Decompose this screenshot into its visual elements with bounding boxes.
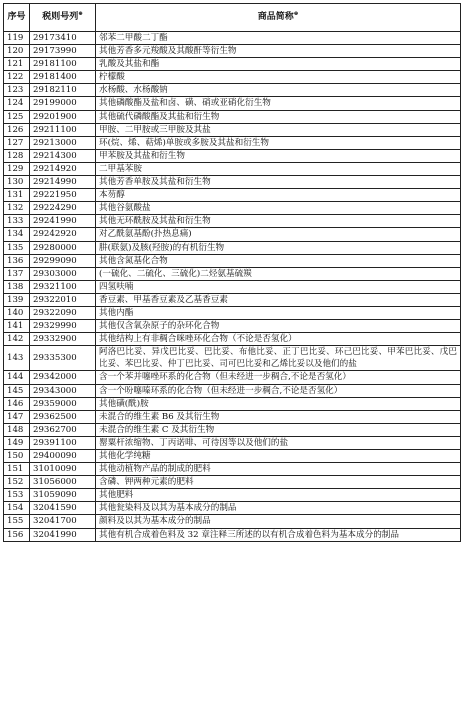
product-name: 含一个吩噻嗪环系的化合物（但未经进一步稠合,不论是否氢化） xyxy=(96,384,461,397)
table-row xyxy=(4,176,461,189)
table-row xyxy=(4,202,461,215)
table-row xyxy=(4,333,461,346)
product-name: 甲胺、二甲胺或三甲胺及其盐 xyxy=(96,123,461,136)
row-number: 144 xyxy=(4,371,30,384)
table-row xyxy=(4,228,461,241)
product-name: 环(烷、烯、萜烯)单胺或多胺及其盐和衍生物 xyxy=(96,136,461,149)
table-row xyxy=(4,241,461,254)
row-number: 154 xyxy=(4,502,30,515)
product-name: 乳酸及其盐和酯 xyxy=(96,58,461,71)
row-number: 129 xyxy=(4,162,30,175)
table-row xyxy=(4,320,461,333)
tariff-code: 29173990 xyxy=(30,45,96,58)
tariff-code: 29241990 xyxy=(30,215,96,228)
table-row xyxy=(4,463,461,476)
table-row xyxy=(4,346,461,371)
product-name: 其他含氮基化合物 xyxy=(96,254,461,267)
product-name: 肼(联氨)及胲(羟胺)的有机衍生物 xyxy=(96,241,461,254)
table-row xyxy=(4,384,461,397)
tariff-code: 29182110 xyxy=(30,84,96,97)
table-row xyxy=(4,280,461,293)
row-number: 120 xyxy=(4,45,30,58)
table-row xyxy=(4,58,461,71)
row-number: 146 xyxy=(4,397,30,410)
tariff-code: 29181400 xyxy=(30,71,96,84)
table-row xyxy=(4,410,461,423)
row-number: 125 xyxy=(4,110,30,123)
product-name: 水杨酸、水杨酸钠 xyxy=(96,84,461,97)
tariff-code: 29181100 xyxy=(30,58,96,71)
product-name: 含磷、钾两种元素的肥料 xyxy=(96,476,461,489)
table-row xyxy=(4,149,461,162)
table-row xyxy=(4,110,461,123)
table-row xyxy=(4,267,461,280)
product-name: 含一个苯并噻唑环系的化合物（但未经进一步稠合,不论是否氢化） xyxy=(96,371,461,384)
tariff-code: 29211100 xyxy=(30,123,96,136)
tariff-code: 29322010 xyxy=(30,293,96,306)
table-row xyxy=(4,371,461,384)
tariff-code: 29321100 xyxy=(30,280,96,293)
tariff-code: 29322090 xyxy=(30,306,96,319)
product-name: 柠檬酸 xyxy=(96,71,461,84)
header-name-label: 商品简称 xyxy=(257,12,294,23)
tariff-code: 29213000 xyxy=(30,136,96,149)
row-number: 145 xyxy=(4,384,30,397)
tariff-code: 31056000 xyxy=(30,476,96,489)
table-row xyxy=(4,423,461,436)
tariff-code: 29214300 xyxy=(30,149,96,162)
table-row xyxy=(4,71,461,84)
table-row xyxy=(4,97,461,110)
table-row xyxy=(4,489,461,502)
row-number: 138 xyxy=(4,280,30,293)
row-number: 124 xyxy=(4,97,30,110)
header-code-label: 税则号列 xyxy=(42,12,79,23)
row-number: 143 xyxy=(4,346,30,371)
tariff-code: 29303000 xyxy=(30,267,96,280)
tariff-code: 29173410 xyxy=(30,32,96,45)
row-number: 155 xyxy=(4,515,30,528)
product-name: 其他磷酸酯及盐和卤、磺、硝或亚硝化衍生物 xyxy=(96,97,461,110)
table-row xyxy=(4,45,461,58)
tariff-code: 32041990 xyxy=(30,528,96,541)
header-name-mark: ⊕ xyxy=(293,11,299,18)
table-row xyxy=(4,254,461,267)
tariff-code: 31059090 xyxy=(30,489,96,502)
product-name: (一硫化、二硫化、三硫化)二烃氨基硫羰 xyxy=(96,267,461,280)
row-number: 122 xyxy=(4,71,30,84)
product-name: 对乙酰氨基酚(扑热息痛) xyxy=(96,228,461,241)
header-no xyxy=(4,4,30,32)
product-name: 其他肥料 xyxy=(96,489,461,502)
tariff-code: 32041700 xyxy=(30,515,96,528)
product-name: 邻苯二甲酸二丁酯 xyxy=(96,32,461,45)
product-name: 颜料及以其为基本成分的制品 xyxy=(96,515,461,528)
product-name: 罂粟杆浓缩物、丁丙诺啡、可待因等以及他们的盐 xyxy=(96,436,461,449)
row-number: 141 xyxy=(4,320,30,333)
row-number: 151 xyxy=(4,463,30,476)
tariff-code: 29335300 xyxy=(30,346,96,371)
tariff-code: 29199000 xyxy=(30,97,96,110)
product-name: 甲苯胺及其盐和衍生物 xyxy=(96,149,461,162)
tariff-code: 29342000 xyxy=(30,371,96,384)
header-row xyxy=(4,4,461,32)
table-row xyxy=(4,528,461,541)
row-number: 127 xyxy=(4,136,30,149)
row-number: 133 xyxy=(4,215,30,228)
row-number: 123 xyxy=(4,84,30,97)
table-row xyxy=(4,162,461,175)
tariff-code: 29391100 xyxy=(30,436,96,449)
table-row xyxy=(4,32,461,45)
header-name xyxy=(96,4,461,32)
product-name: 四氢呋喃 xyxy=(96,280,461,293)
row-number: 134 xyxy=(4,228,30,241)
product-name: 其他化学纯糖 xyxy=(96,450,461,463)
product-name: 其他无环酰胺及其盐和衍生物 xyxy=(96,215,461,228)
row-number: 140 xyxy=(4,306,30,319)
tariff-code: 29343000 xyxy=(30,384,96,397)
row-number: 136 xyxy=(4,254,30,267)
row-number: 130 xyxy=(4,176,30,189)
tariff-code: 29201900 xyxy=(30,110,96,123)
tariff-code: 29400090 xyxy=(30,450,96,463)
table-row xyxy=(4,293,461,306)
tariff-code: 29332900 xyxy=(30,333,96,346)
table-row xyxy=(4,189,461,202)
tariff-code: 29214990 xyxy=(30,176,96,189)
product-name: 其他芳香单胺及其盐和衍生物 xyxy=(96,176,461,189)
product-name: 其他谷氨酸盐 xyxy=(96,202,461,215)
table-row xyxy=(4,136,461,149)
row-number: 148 xyxy=(4,423,30,436)
row-number: 126 xyxy=(4,123,30,136)
product-name: 其他动植物产品的制成的肥料 xyxy=(96,463,461,476)
row-number: 132 xyxy=(4,202,30,215)
tariff-code: 29362500 xyxy=(30,410,96,423)
header-no-label: 序号 xyxy=(7,12,26,23)
product-name: 香豆素、甲基香豆素及乙基香豆素 xyxy=(96,293,461,306)
product-table xyxy=(3,3,461,542)
tariff-code: 29362700 xyxy=(30,423,96,436)
header-code-mark: ⊕ xyxy=(78,11,83,18)
tariff-code: 32041590 xyxy=(30,502,96,515)
row-number: 135 xyxy=(4,241,30,254)
table-row xyxy=(4,123,461,136)
header-code xyxy=(30,4,96,32)
row-number: 119 xyxy=(4,32,30,45)
product-name: 二甲基苯胺 xyxy=(96,162,461,175)
product-name: 未混合的维生素 B6 及其衍生物 xyxy=(96,410,461,423)
product-name: 其他硫代磷酸酯及其盐和衍生物 xyxy=(96,110,461,123)
table-row xyxy=(4,450,461,463)
product-name: 其他磺(酰)胺 xyxy=(96,397,461,410)
table-row xyxy=(4,515,461,528)
product-name: 其他结构上有非稠合咪唑环化合物（不论是否氢化） xyxy=(96,333,461,346)
product-name: 本芴醇 xyxy=(96,189,461,202)
row-number: 128 xyxy=(4,149,30,162)
row-number: 153 xyxy=(4,489,30,502)
row-number: 142 xyxy=(4,333,30,346)
row-number: 150 xyxy=(4,450,30,463)
tariff-code: 29299090 xyxy=(30,254,96,267)
tariff-code: 29359000 xyxy=(30,397,96,410)
document xyxy=(3,3,460,542)
table-row xyxy=(4,436,461,449)
row-number: 137 xyxy=(4,267,30,280)
tariff-code: 29214920 xyxy=(30,162,96,175)
tariff-code: 31010090 xyxy=(30,463,96,476)
tariff-code: 29224290 xyxy=(30,202,96,215)
product-name: 未混合的维生素 C 及其衍生物 xyxy=(96,423,461,436)
row-number: 131 xyxy=(4,189,30,202)
row-number: 149 xyxy=(4,436,30,449)
product-name: 其他有机合成着色料及 32 章注释三所述的以有机合成着色料为基本成分的制品 xyxy=(96,528,461,541)
product-name: 其他瓮染料及以其为基本成分的制品 xyxy=(96,502,461,515)
row-number: 121 xyxy=(4,58,30,71)
table-row xyxy=(4,306,461,319)
table-body xyxy=(4,32,461,542)
tariff-code: 29280000 xyxy=(30,241,96,254)
tariff-code: 29329990 xyxy=(30,320,96,333)
tariff-code: 29221950 xyxy=(30,189,96,202)
table-row xyxy=(4,502,461,515)
tariff-code: 29242920 xyxy=(30,228,96,241)
row-number: 156 xyxy=(4,528,30,541)
product-name: 阿洛巴比妥、异戊巴比妥、巴比妥、布他比妥、正丁巴比妥、环己巴比妥、甲苯巴比妥、戊巴比妥、苯巴比妥、仲丁巴比妥、司可巴比妥和乙烯比妥以及他们的盐 xyxy=(96,346,461,371)
product-name: 其他芳香多元羧酸及其酸酐等衍生物 xyxy=(96,45,461,58)
table-row xyxy=(4,215,461,228)
row-number: 152 xyxy=(4,476,30,489)
product-name: 其他内酯 xyxy=(96,306,461,319)
table-row xyxy=(4,397,461,410)
product-name: 其他仅含氧杂原子的杂环化合物 xyxy=(96,320,461,333)
table-row xyxy=(4,476,461,489)
row-number: 139 xyxy=(4,293,30,306)
table-row xyxy=(4,84,461,97)
row-number: 147 xyxy=(4,410,30,423)
